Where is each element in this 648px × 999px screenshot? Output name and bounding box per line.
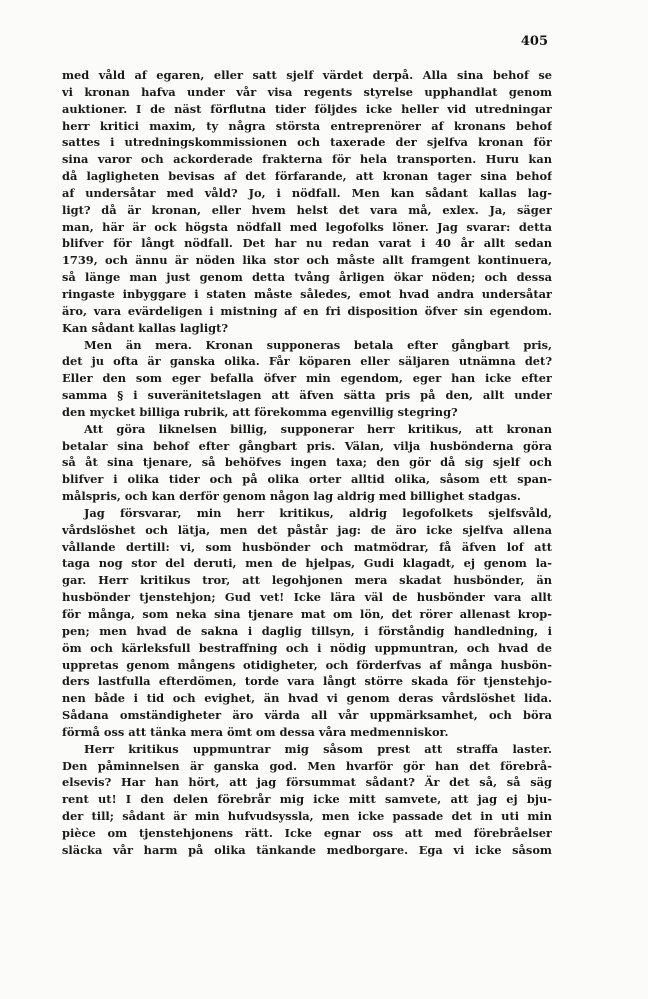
text-line: så åt sina tjenare, så behöfves ingen taxa; den gör då sig sjelf och	[62, 455, 552, 470]
text-line: husbönder tjenstehjon; Gud vet! Icke lära väl de husbönder vara allt	[62, 590, 552, 605]
text-line: herr kritici maxim, ty några största entreprenörer af kronans behof	[62, 118, 552, 133]
text-line: vi kronan hafva under vår visa regents styrelse upphandlat genom	[62, 84, 552, 99]
text-line: 1739, och ännu är nöden lika stor och måste allt framgent kontinuera,	[62, 253, 552, 268]
text-line: man, här är ock högsta nödfall med legofolks löner. Jag svarar: detta	[62, 219, 552, 234]
text-line: med våld af egaren, eller satt sjelf värdet derpå. Alla sina behof se	[62, 68, 552, 82]
text-line: det ju ofta är ganska olika. Får köparen eller säljaren utnämna det?	[62, 354, 552, 369]
text-line: betalar sina behof efter gångbart pris. Välan, vilja husbönderna göra	[62, 438, 552, 453]
text-line: för många, som neka sina tjenare mat om lön, det rörer allenast krop-	[62, 607, 552, 621]
text-line: elsevis? Har han hört, att jag försummat sådant? Är det så, så säg	[62, 775, 552, 790]
text-line: ringaste inbyggare i staten måste således, emot hvad andra undersåtar	[62, 286, 552, 301]
text-line: så länge man just genom detta tvång årligen ökar nöden; och dessa	[62, 270, 552, 285]
page-number: 405	[520, 34, 548, 49]
text-line: ders lastfulla efterdömen, torde vara långt större skada för tjenstehjo-	[62, 674, 552, 689]
text-line: Sådana omständigheter äro värda all vår uppmärksamhet, och böra	[62, 708, 552, 723]
text-line: blifver för långt nödfall. Det har nu redan varat i 40 år allt sedan	[62, 236, 552, 251]
text-line: nen både i tid och evighet, än hvad vi genom deras vårdslöshet lida.	[62, 691, 552, 706]
text-line: blifver i olika tider och på olika orter alltid olika, såsom ett span-	[62, 472, 552, 487]
text-line: sattes i utredningskommissionen och taxerade der sjelfva kronan för	[62, 135, 552, 150]
text-line: Den påminnelsen är ganska god. Men hvarför gör han det förebrå-	[62, 758, 552, 773]
text-line: af undersåtar med våld? Jo, i nödfall. Men kan sådant kallas lag-	[62, 185, 552, 200]
text-line: Jag försvarar, min herr kritikus, aldrig legofolkets sjelfsvåld,	[84, 505, 552, 520]
text-line: släcka vår harm på olika tänkande medborgare. Ega vi icke såsom	[62, 842, 552, 857]
text-line: Att göra liknelsen billig, supponerar herr kritikus, att kronan	[84, 421, 552, 436]
text-line: Herr kritikus uppmuntrar mig såsom prest att straffa laster.	[84, 741, 552, 756]
text-line: samma § i suveränitetslagen att äfven sätta pris på den, allt under	[62, 388, 552, 403]
text-line: der till; sådant är min hufvudsyssla, men icke passade det in uti min	[62, 809, 552, 824]
text-line: pièce om tjenstehjonens rätt. Icke egnar oss att med förebråelser	[62, 825, 552, 840]
text-line: vårdslöshet och lätja, men det påstår jag: de äro icke sjelfva allena	[62, 522, 552, 537]
body-text	[62, 67, 552, 859]
text-line: vållande dertill: vi, som husbönder och matmödrar, få äfven lof att	[62, 539, 552, 554]
text-line: taga nog stor del deruti, men de hjelpas, Gudi klagadt, ej genom la-	[62, 556, 552, 571]
text-line: sina varor och ackorderade frakterna för hela transporten. Huru kan	[62, 152, 552, 167]
text-line: äro, vara evärdeligen i mistning af en fri disposition öfver sin egendom.	[62, 303, 552, 318]
text-line: pen; men hvad de sakna i daglig tillsyn, i förståndig handledning, i	[62, 623, 552, 638]
text-line: Men än mera. Kronan supponeras betala efter gångbart pris,	[84, 337, 552, 352]
text-line: uppretas genom mångens otidigheter, och förderfvas af många husbön-	[62, 657, 552, 672]
text-line: ligt? då är kronan, eller hvem helst det vara må, exlex. Ja, säger	[62, 202, 552, 217]
text-line: förmå oss att tänka mera ömt om dessa våra medmenniskor.	[62, 724, 449, 739]
text-line: gar. Herr kritikus tror, att legohjonen mera skadat husbönder, än	[62, 573, 552, 588]
text-line: auktioner. I de näst förflutna tider följdes icke heller vid utredningar	[62, 101, 552, 116]
text-line: Kan sådant kallas lagligt?	[62, 320, 229, 335]
text-line: målspris, och kan derför genom någon lag aldrig med billighet stadgas.	[62, 489, 521, 504]
text-line: Eller den som eger befalla öfver min egendom, eger han icke efter	[62, 371, 552, 386]
text-line: rent ut! I den delen förebrår mig icke mitt samvete, att jag ej bju-	[62, 792, 552, 807]
text-line: öm och kärleksfull bestraffning och i nödig uppmuntran, och hvad de	[62, 640, 552, 655]
text-line: den mycket billiga rubrik, att förekomma egenvillig stegring?	[62, 404, 458, 419]
text-line: då lagligheten bevisas af det förfarande, att kronan tager sina behof	[62, 169, 552, 184]
